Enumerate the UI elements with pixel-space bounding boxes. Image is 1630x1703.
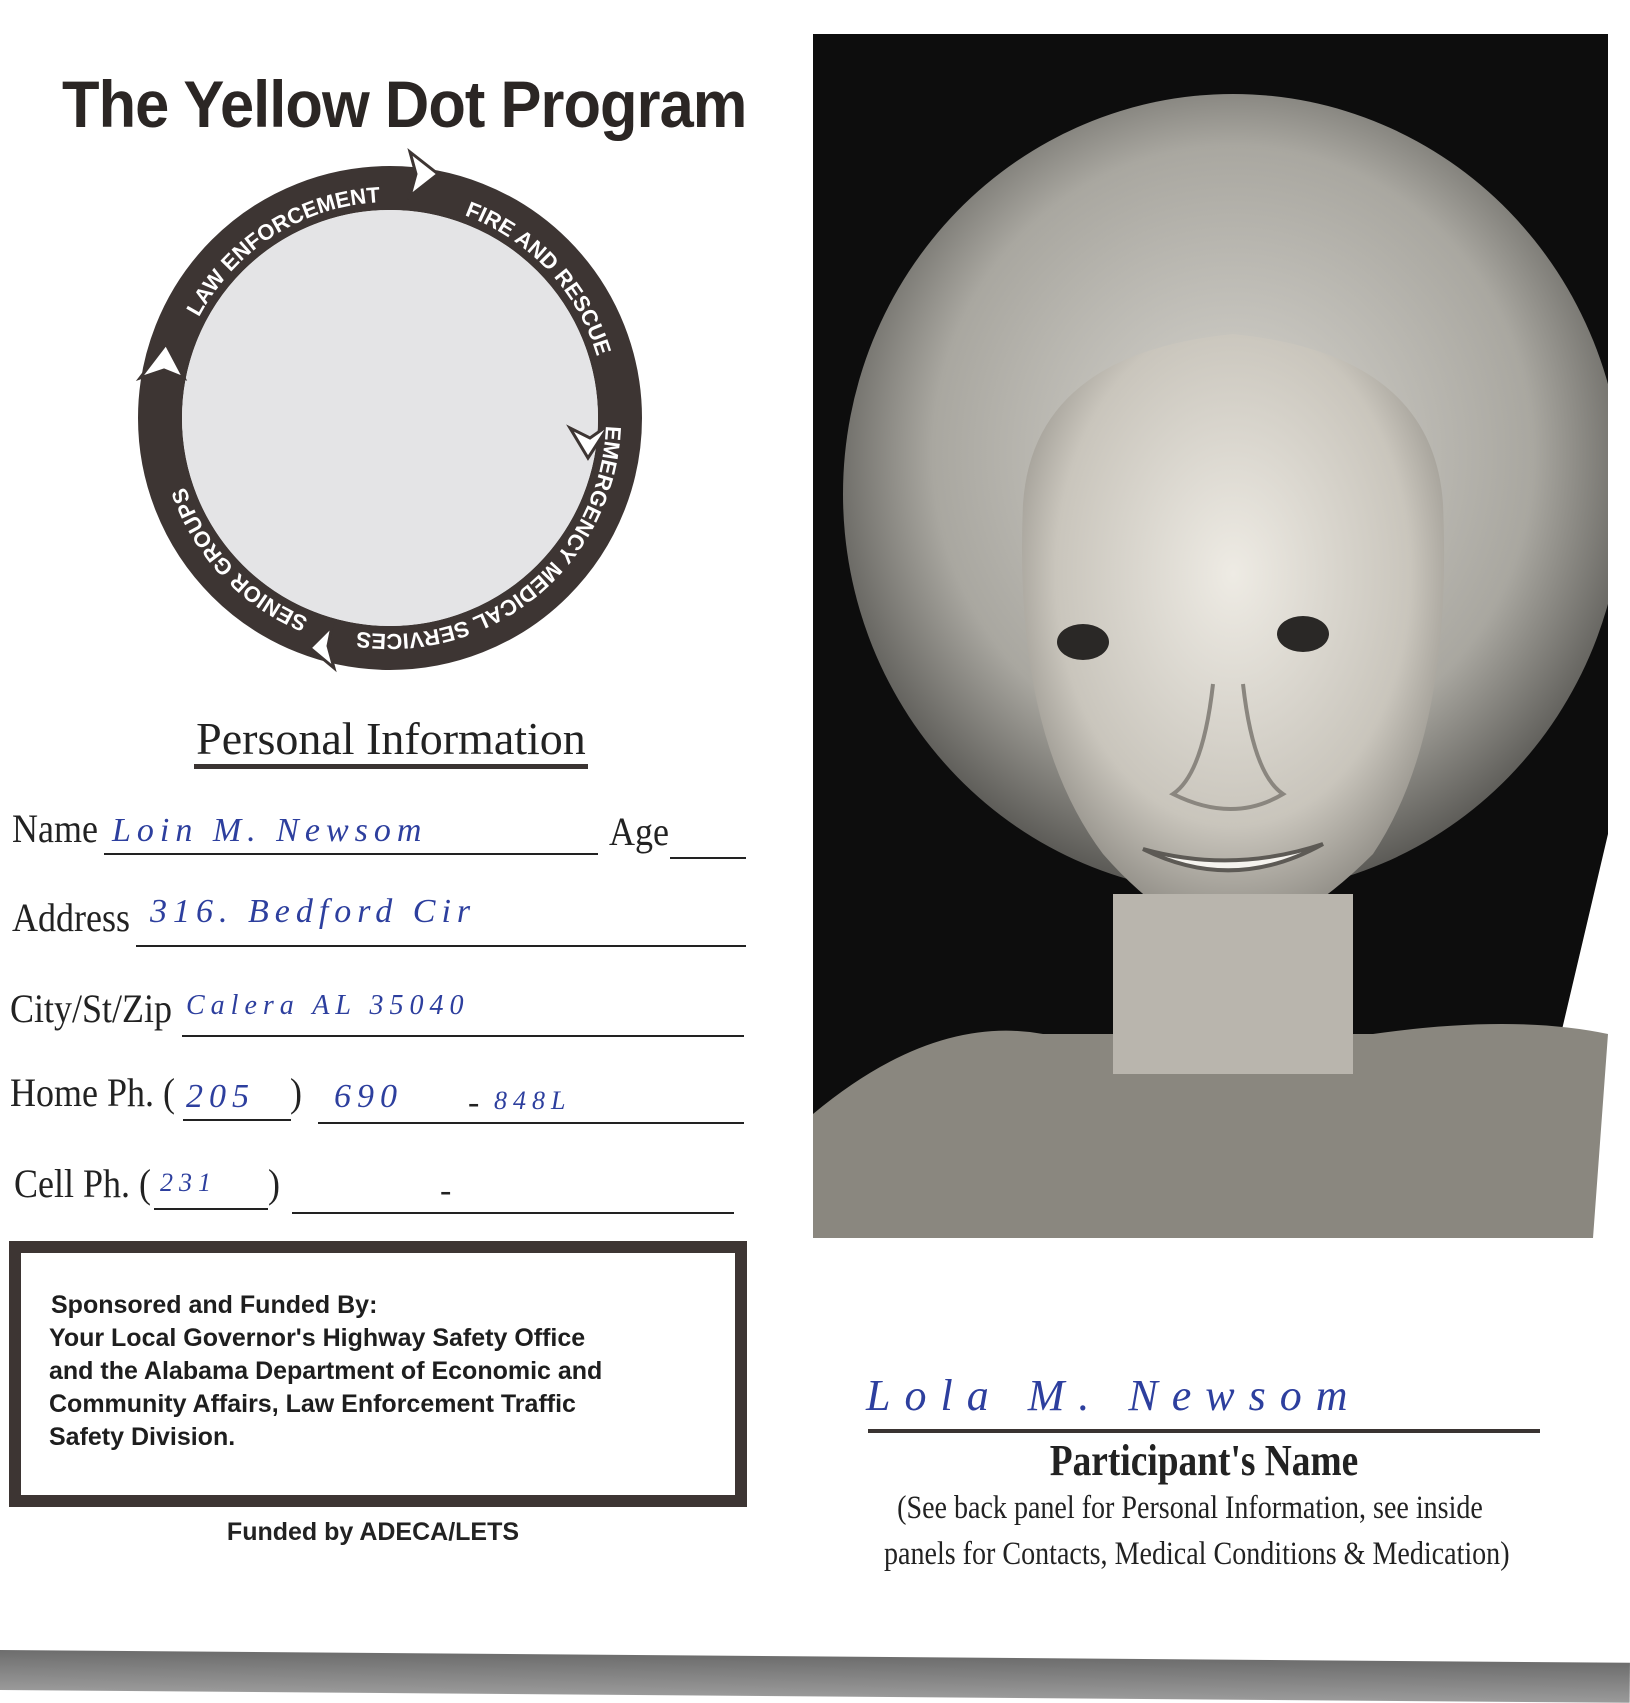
scan-edge-shadow [0, 1650, 1630, 1703]
participant-note-line: (See back panel for Personal Information, see inside [897, 1490, 1483, 1526]
segment-ems: EMERGENCY MEDICAL SERVICES [354, 425, 626, 655]
name-label: Name [12, 806, 98, 851]
home-number-value: 690 [334, 1078, 403, 1115]
sponsor-heading: Sponsored and Funded By: [51, 1291, 378, 1319]
home-area-line[interactable] [183, 1119, 291, 1121]
segment-fire-and-rescue: FIRE AND RESCUE [462, 196, 617, 359]
home-area-value: 205 [186, 1078, 255, 1115]
cell-number-line[interactable] [292, 1212, 734, 1214]
yellow-dot-cycle-diagram [120, 148, 660, 688]
home-suffix-value: 848L [494, 1086, 572, 1115]
program-title: The Yellow Dot Program [62, 67, 747, 141]
participant-photo [813, 34, 1608, 1238]
participant-signature: Lola M. Newsom [866, 1371, 1362, 1420]
age-label: Age [609, 809, 669, 854]
signature-line[interactable] [868, 1429, 1540, 1433]
age-field-line[interactable] [670, 857, 746, 859]
city-label: City/St/Zip [10, 986, 173, 1031]
heading-text: Personal Information [194, 713, 588, 769]
funded-by-text: Funded by ADECA/LETS [226, 1518, 520, 1546]
name-field-line[interactable] [104, 853, 598, 855]
home-phone-label: Home Ph. ( [10, 1070, 175, 1115]
participant-name-label: Participant's Name [1049, 1436, 1359, 1485]
sponsor-line: Safety Division. [49, 1423, 236, 1451]
cell-close-paren: ) [268, 1161, 280, 1206]
participant-note-line: panels for Contacts, Medical Conditions & Medication) [884, 1536, 1510, 1572]
home-close-paren: ) [290, 1070, 302, 1115]
home-dash: - [468, 1084, 486, 1121]
city-field-line[interactable] [182, 1035, 744, 1037]
sponsor-line: and the Alabama Department of Economic and [49, 1357, 603, 1385]
cell-area-line[interactable] [154, 1208, 268, 1210]
personal-info-heading [0, 712, 782, 765]
name-value: Loin M. Newsom [112, 812, 428, 849]
sponsor-box [9, 1241, 747, 1507]
sponsor-line: Community Affairs, Law Enforcement Traffic [49, 1390, 576, 1418]
city-value: Calera AL 35040 [186, 990, 470, 1021]
yellow-dot-circle [182, 210, 598, 626]
address-label: Address [12, 895, 130, 940]
cell-phone-label: Cell Ph. ( [14, 1161, 152, 1206]
sponsor-line: Your Local Governor's Highway Safety Office [49, 1324, 586, 1352]
neck [1113, 894, 1353, 1074]
segment-senior-groups: SENIOR GROUPS [166, 484, 311, 637]
cell-area-value: 231 [160, 1168, 217, 1197]
home-number-line[interactable] [318, 1122, 744, 1124]
cell-dash: - [440, 1172, 458, 1209]
segment-law-enforcement: LAW ENFORCEMENT [181, 182, 381, 320]
address-field-line[interactable] [136, 945, 746, 947]
address-value: 316. Bedford Cir [150, 893, 477, 930]
